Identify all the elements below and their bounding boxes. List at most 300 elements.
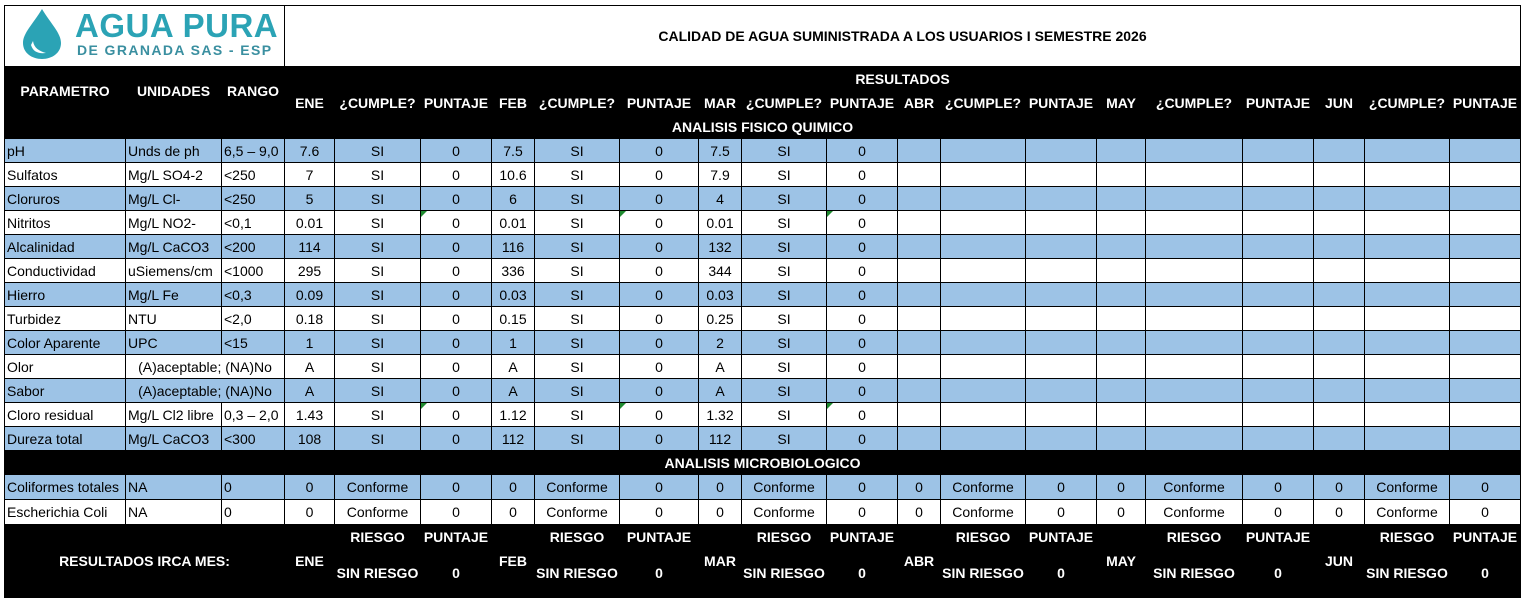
value-cell[interactable]: 0 — [285, 500, 335, 525]
value-cell[interactable]: SI — [335, 427, 421, 451]
value-cell[interactable] — [1450, 283, 1521, 307]
value-cell[interactable] — [1243, 235, 1314, 259]
value-cell[interactable] — [1026, 139, 1097, 163]
value-cell[interactable] — [1314, 331, 1365, 355]
value-cell[interactable]: 344 — [699, 259, 742, 283]
value-cell[interactable]: 0 — [421, 211, 492, 235]
value-cell[interactable]: 0 — [699, 500, 742, 525]
value-cell[interactable] — [1026, 211, 1097, 235]
value-cell[interactable]: SI — [742, 427, 827, 451]
value-cell[interactable]: 0 — [421, 163, 492, 187]
value-cell[interactable]: A — [699, 379, 742, 403]
value-cell[interactable] — [1365, 163, 1450, 187]
value-cell[interactable]: 112 — [492, 427, 535, 451]
value-cell[interactable]: 0 — [827, 163, 898, 187]
value-cell[interactable]: Conforme — [941, 500, 1026, 525]
value-cell[interactable]: 0 — [1450, 475, 1521, 500]
value-cell[interactable] — [1314, 187, 1365, 211]
value-cell[interactable]: Conforme — [535, 500, 620, 525]
range-cell: 6,5 – 9,0 — [222, 139, 285, 163]
value-cell[interactable]: 0 — [1097, 500, 1146, 525]
value-cell[interactable]: SI — [742, 403, 827, 427]
value-cell[interactable]: SI — [335, 307, 421, 331]
value-cell[interactable] — [1365, 331, 1450, 355]
unit-cell: uSiemens/cm — [126, 259, 222, 283]
unit-cell: NA — [126, 475, 222, 500]
value-cell[interactable] — [1026, 331, 1097, 355]
irca-riesgo-value: SIN RIESGO — [535, 549, 620, 598]
value-cell[interactable] — [1314, 235, 1365, 259]
value-cell[interactable] — [1450, 211, 1521, 235]
value-cell[interactable]: 0 — [620, 331, 699, 355]
value-cell[interactable] — [1146, 331, 1243, 355]
value-cell[interactable] — [898, 355, 941, 379]
value-cell[interactable]: SI — [335, 379, 421, 403]
value-cell[interactable] — [941, 355, 1026, 379]
value-cell[interactable]: A — [699, 355, 742, 379]
value-cell[interactable] — [898, 139, 941, 163]
value-cell[interactable]: SI — [535, 187, 620, 211]
irca-riesgo-header: RIESGO — [941, 525, 1026, 549]
value-cell[interactable] — [1450, 307, 1521, 331]
value-cell[interactable] — [898, 403, 941, 427]
value-cell[interactable]: SI — [742, 259, 827, 283]
value-cell[interactable] — [1243, 331, 1314, 355]
value-cell[interactable]: 0 — [827, 211, 898, 235]
value-cell[interactable] — [941, 139, 1026, 163]
value-cell[interactable]: 0 — [620, 307, 699, 331]
value-cell[interactable]: 1.32 — [699, 403, 742, 427]
value-cell[interactable]: 0 — [620, 259, 699, 283]
value-cell[interactable]: Conforme — [1365, 475, 1450, 500]
value-cell[interactable] — [1365, 259, 1450, 283]
value-cell[interactable] — [1314, 403, 1365, 427]
value-cell[interactable] — [1026, 187, 1097, 211]
value-cell[interactable]: Conforme — [1146, 475, 1243, 500]
value-cell[interactable]: SI — [535, 307, 620, 331]
value-cell[interactable]: A — [492, 355, 535, 379]
value-cell[interactable] — [1146, 235, 1243, 259]
range-cell: 0 — [222, 475, 285, 500]
value-cell[interactable]: 0 — [827, 403, 898, 427]
value-cell[interactable]: SI — [335, 355, 421, 379]
value-cell[interactable] — [1314, 427, 1365, 451]
value-cell[interactable]: SI — [742, 235, 827, 259]
value-cell[interactable] — [1146, 139, 1243, 163]
value-cell[interactable]: Conforme — [742, 500, 827, 525]
value-cell[interactable] — [1314, 259, 1365, 283]
value-cell[interactable] — [1026, 259, 1097, 283]
value-cell[interactable]: 5 — [285, 187, 335, 211]
value-cell[interactable] — [1365, 427, 1450, 451]
value-cell[interactable]: 0 — [620, 163, 699, 187]
value-cell[interactable] — [1450, 235, 1521, 259]
value-cell[interactable]: 0 — [421, 283, 492, 307]
value-cell[interactable]: 0 — [827, 331, 898, 355]
value-cell[interactable] — [1243, 211, 1314, 235]
value-cell[interactable] — [1365, 235, 1450, 259]
value-cell[interactable]: SI — [535, 283, 620, 307]
value-cell[interactable]: 1 — [492, 331, 535, 355]
value-cell[interactable] — [1026, 355, 1097, 379]
value-cell[interactable]: SI — [535, 235, 620, 259]
value-cell[interactable] — [1097, 163, 1146, 187]
value-cell[interactable]: 10.6 — [492, 163, 535, 187]
value-cell[interactable]: 0 — [898, 500, 941, 525]
value-cell[interactable]: SI — [742, 283, 827, 307]
value-cell[interactable]: 0 — [285, 475, 335, 500]
value-cell[interactable]: SI — [335, 139, 421, 163]
value-cell[interactable] — [1365, 211, 1450, 235]
value-cell[interactable]: 0 — [421, 500, 492, 525]
value-cell[interactable]: SI — [742, 307, 827, 331]
value-cell[interactable]: 0.18 — [285, 307, 335, 331]
unit-cell: NA — [126, 500, 222, 525]
value-cell[interactable] — [1450, 427, 1521, 451]
value-cell[interactable] — [1450, 139, 1521, 163]
value-cell[interactable] — [1146, 307, 1243, 331]
value-cell[interactable]: SI — [742, 379, 827, 403]
value-cell[interactable] — [1146, 283, 1243, 307]
value-cell[interactable] — [1026, 307, 1097, 331]
value-cell[interactable] — [1097, 355, 1146, 379]
value-cell[interactable] — [1450, 355, 1521, 379]
value-cell[interactable]: 0 — [620, 500, 699, 525]
table-row — [5, 427, 1521, 451]
water-drop-icon — [19, 8, 65, 60]
value-cell[interactable] — [1146, 187, 1243, 211]
value-cell[interactable] — [941, 403, 1026, 427]
value-cell[interactable] — [1314, 139, 1365, 163]
value-cell[interactable]: 0 — [1026, 475, 1097, 500]
value-cell[interactable]: SI — [335, 187, 421, 211]
value-cell[interactable] — [1243, 187, 1314, 211]
value-cell[interactable]: 0 — [620, 235, 699, 259]
value-cell[interactable]: 0 — [620, 211, 699, 235]
value-cell[interactable]: Conforme — [1365, 500, 1450, 525]
value-cell[interactable]: 0 — [1314, 500, 1365, 525]
value-cell[interactable] — [898, 283, 941, 307]
value-cell[interactable] — [1450, 163, 1521, 187]
value-cell[interactable]: 0 — [827, 307, 898, 331]
value-cell[interactable] — [941, 163, 1026, 187]
value-cell[interactable] — [1097, 283, 1146, 307]
value-cell[interactable] — [941, 211, 1026, 235]
value-cell[interactable] — [898, 211, 941, 235]
value-cell[interactable] — [1243, 403, 1314, 427]
value-cell[interactable] — [898, 427, 941, 451]
value-cell[interactable]: 0.01 — [492, 211, 535, 235]
value-cell[interactable] — [1365, 307, 1450, 331]
value-cell[interactable]: 0 — [421, 307, 492, 331]
table-row — [5, 187, 1521, 211]
value-cell[interactable]: 0.03 — [492, 283, 535, 307]
irca-riesgo-header: RIESGO — [742, 525, 827, 549]
value-cell[interactable]: SI — [535, 211, 620, 235]
value-cell[interactable] — [1026, 427, 1097, 451]
value-cell[interactable] — [941, 283, 1026, 307]
value-cell[interactable]: 0 — [421, 331, 492, 355]
value-cell[interactable]: 0 — [827, 235, 898, 259]
value-cell[interactable] — [898, 163, 941, 187]
value-cell[interactable] — [1097, 211, 1146, 235]
value-cell[interactable] — [1146, 403, 1243, 427]
value-cell[interactable] — [1314, 163, 1365, 187]
value-cell[interactable] — [1097, 259, 1146, 283]
value-cell[interactable]: 0 — [492, 475, 535, 500]
value-cell[interactable] — [941, 379, 1026, 403]
value-cell[interactable] — [1097, 427, 1146, 451]
value-cell[interactable] — [1097, 235, 1146, 259]
value-cell[interactable] — [898, 187, 941, 211]
value-cell[interactable]: 7.9 — [699, 163, 742, 187]
irca-row — [5, 525, 1521, 549]
value-cell[interactable] — [1365, 187, 1450, 211]
value-cell[interactable]: 0 — [421, 403, 492, 427]
value-cell[interactable]: 0 — [827, 187, 898, 211]
value-cell[interactable] — [1314, 307, 1365, 331]
value-cell[interactable]: 0 — [827, 259, 898, 283]
value-cell[interactable] — [1450, 379, 1521, 403]
value-cell[interactable] — [1097, 379, 1146, 403]
value-cell[interactable] — [1365, 379, 1450, 403]
value-cell[interactable]: 7.6 — [285, 139, 335, 163]
value-cell[interactable] — [1026, 403, 1097, 427]
value-cell[interactable]: 108 — [285, 427, 335, 451]
value-cell[interactable]: 0 — [421, 379, 492, 403]
value-cell[interactable] — [898, 307, 941, 331]
value-cell[interactable]: SI — [535, 355, 620, 379]
value-cell[interactable] — [941, 331, 1026, 355]
value-cell[interactable]: 0 — [620, 403, 699, 427]
param-cell: Cloro residual — [5, 403, 126, 427]
value-cell[interactable]: 0 — [827, 379, 898, 403]
value-cell[interactable] — [1146, 259, 1243, 283]
value-cell[interactable]: 4 — [699, 187, 742, 211]
value-cell[interactable] — [1365, 355, 1450, 379]
value-cell[interactable]: SI — [742, 355, 827, 379]
value-cell[interactable] — [898, 379, 941, 403]
value-cell[interactable]: Conforme — [1146, 500, 1243, 525]
range-cell: <250 — [222, 163, 285, 187]
value-cell[interactable] — [941, 187, 1026, 211]
value-cell[interactable]: 0.01 — [699, 211, 742, 235]
value-cell[interactable] — [1365, 403, 1450, 427]
value-cell[interactable]: Conforme — [742, 475, 827, 500]
value-cell[interactable]: SI — [535, 163, 620, 187]
value-cell[interactable] — [1146, 379, 1243, 403]
value-cell[interactable]: Conforme — [335, 475, 421, 500]
value-cell[interactable]: 0 — [1097, 475, 1146, 500]
value-cell[interactable] — [1314, 355, 1365, 379]
value-cell[interactable]: 0 — [1314, 475, 1365, 500]
value-cell[interactable]: 0.03 — [699, 283, 742, 307]
value-cell[interactable]: A — [285, 355, 335, 379]
value-cell[interactable]: 7 — [285, 163, 335, 187]
value-cell[interactable] — [1314, 211, 1365, 235]
value-cell[interactable]: SI — [742, 331, 827, 355]
value-cell[interactable]: Conforme — [941, 475, 1026, 500]
value-cell[interactable] — [1097, 187, 1146, 211]
value-cell[interactable]: 0 — [1243, 500, 1314, 525]
value-cell[interactable] — [1365, 283, 1450, 307]
value-cell[interactable] — [1243, 379, 1314, 403]
value-cell[interactable]: 0.15 — [492, 307, 535, 331]
value-cell[interactable]: 0 — [421, 355, 492, 379]
value-cell[interactable]: 116 — [492, 235, 535, 259]
value-cell[interactable]: SI — [335, 163, 421, 187]
value-cell[interactable]: 0 — [827, 283, 898, 307]
value-cell[interactable]: 0 — [1026, 500, 1097, 525]
param-cell: Alcalinidad — [5, 235, 126, 259]
value-cell[interactable] — [898, 259, 941, 283]
value-cell[interactable]: 0 — [620, 427, 699, 451]
value-cell[interactable]: 0 — [421, 259, 492, 283]
value-cell[interactable]: 0 — [421, 139, 492, 163]
value-cell[interactable]: 0 — [898, 475, 941, 500]
col-header-puntaje: PUNTAJE — [620, 91, 699, 115]
value-cell[interactable]: 2 — [699, 331, 742, 355]
value-cell[interactable]: 0 — [827, 355, 898, 379]
col-header-cumple: ¿CUMPLE? — [535, 91, 620, 115]
value-cell[interactable]: 0 — [620, 283, 699, 307]
value-cell[interactable]: 1.12 — [492, 403, 535, 427]
value-cell[interactable] — [1450, 259, 1521, 283]
value-cell[interactable] — [941, 307, 1026, 331]
value-cell[interactable] — [1243, 163, 1314, 187]
value-cell[interactable] — [1026, 235, 1097, 259]
value-cell[interactable] — [898, 235, 941, 259]
unit-cell: Mg/L SO4-2 — [126, 163, 222, 187]
value-cell[interactable]: 0 — [421, 427, 492, 451]
value-cell[interactable]: SI — [535, 331, 620, 355]
value-cell[interactable]: SI — [335, 283, 421, 307]
value-cell[interactable]: 114 — [285, 235, 335, 259]
value-cell[interactable]: 0 — [620, 139, 699, 163]
range-cell: <0,3 — [222, 283, 285, 307]
value-cell[interactable]: 0 — [827, 427, 898, 451]
value-cell[interactable]: 0 — [1243, 475, 1314, 500]
value-cell[interactable] — [1097, 403, 1146, 427]
value-cell[interactable]: 295 — [285, 259, 335, 283]
value-cell[interactable] — [1026, 283, 1097, 307]
value-cell[interactable] — [1243, 139, 1314, 163]
value-cell[interactable]: 7.5 — [492, 139, 535, 163]
value-cell[interactable]: 0.01 — [285, 211, 335, 235]
value-cell[interactable]: SI — [335, 259, 421, 283]
value-cell[interactable]: 0 — [620, 379, 699, 403]
value-cell[interactable] — [1450, 187, 1521, 211]
value-cell[interactable] — [1314, 283, 1365, 307]
value-cell[interactable]: A — [285, 379, 335, 403]
value-cell[interactable] — [1365, 139, 1450, 163]
value-cell[interactable] — [1243, 283, 1314, 307]
range-cell: 0 — [222, 500, 285, 525]
value-cell[interactable]: SI — [742, 211, 827, 235]
irca-riesgo-header: RIESGO — [535, 525, 620, 549]
value-cell[interactable]: 0 — [827, 500, 898, 525]
table-row — [5, 235, 1521, 259]
value-cell[interactable]: 0 — [699, 475, 742, 500]
value-cell[interactable] — [1097, 331, 1146, 355]
value-cell[interactable]: SI — [335, 211, 421, 235]
value-cell[interactable]: 336 — [492, 259, 535, 283]
value-cell[interactable]: 7.5 — [699, 139, 742, 163]
value-cell[interactable]: A — [492, 379, 535, 403]
value-cell[interactable]: SI — [742, 163, 827, 187]
value-cell[interactable]: 0 — [620, 187, 699, 211]
irca-month: FEB — [492, 525, 535, 598]
value-cell[interactable]: 0 — [421, 187, 492, 211]
value-cell[interactable]: SI — [335, 403, 421, 427]
value-cell[interactable]: SI — [742, 187, 827, 211]
value-cell[interactable]: 0 — [421, 235, 492, 259]
value-cell[interactable]: 0.25 — [699, 307, 742, 331]
value-cell[interactable] — [1314, 379, 1365, 403]
irca-puntaje-header: PUNTAJE — [1243, 525, 1314, 549]
value-cell[interactable]: 0 — [492, 500, 535, 525]
value-cell[interactable]: SI — [535, 379, 620, 403]
value-cell[interactable] — [1146, 355, 1243, 379]
value-cell[interactable]: 132 — [699, 235, 742, 259]
value-cell[interactable]: 0 — [620, 355, 699, 379]
value-cell[interactable] — [1146, 211, 1243, 235]
value-cell[interactable] — [898, 331, 941, 355]
unit-cell: NTU — [126, 307, 222, 331]
col-header-month: MAR — [699, 91, 742, 115]
value-cell[interactable] — [1243, 259, 1314, 283]
value-cell[interactable]: SI — [335, 331, 421, 355]
value-cell[interactable] — [1146, 163, 1243, 187]
value-cell[interactable]: 0 — [1450, 500, 1521, 525]
value-cell[interactable]: Conforme — [335, 500, 421, 525]
value-cell[interactable]: 0 — [827, 139, 898, 163]
value-cell[interactable]: 1.43 — [285, 403, 335, 427]
value-cell[interactable]: 1 — [285, 331, 335, 355]
value-cell[interactable] — [1450, 331, 1521, 355]
col-header-cumple: ¿CUMPLE? — [742, 91, 827, 115]
value-cell[interactable] — [1243, 427, 1314, 451]
value-cell[interactable] — [1450, 403, 1521, 427]
value-cell[interactable] — [1243, 355, 1314, 379]
col-header-puntaje: PUNTAJE — [421, 91, 492, 115]
value-cell[interactable]: 112 — [699, 427, 742, 451]
value-cell[interactable] — [941, 235, 1026, 259]
value-cell[interactable]: 6 — [492, 187, 535, 211]
value-cell[interactable] — [1026, 379, 1097, 403]
value-cell[interactable]: SI — [535, 427, 620, 451]
value-cell[interactable]: SI — [742, 139, 827, 163]
value-cell[interactable] — [1243, 307, 1314, 331]
value-cell[interactable]: 0 — [421, 475, 492, 500]
value-cell[interactable] — [941, 259, 1026, 283]
value-cell[interactable] — [941, 427, 1026, 451]
value-cell[interactable] — [1146, 427, 1243, 451]
value-cell[interactable]: SI — [535, 139, 620, 163]
param-cell: Cloruros — [5, 187, 126, 211]
value-cell[interactable]: SI — [335, 235, 421, 259]
irca-month: MAR — [699, 525, 742, 598]
value-cell[interactable]: Conforme — [535, 475, 620, 500]
value-cell[interactable] — [1097, 307, 1146, 331]
value-cell[interactable]: 0.09 — [285, 283, 335, 307]
value-cell[interactable] — [1097, 139, 1146, 163]
value-cell[interactable]: 0 — [620, 475, 699, 500]
value-cell[interactable]: 0 — [827, 475, 898, 500]
value-cell[interactable]: SI — [535, 259, 620, 283]
value-cell[interactable] — [1026, 163, 1097, 187]
value-cell[interactable]: SI — [535, 403, 620, 427]
